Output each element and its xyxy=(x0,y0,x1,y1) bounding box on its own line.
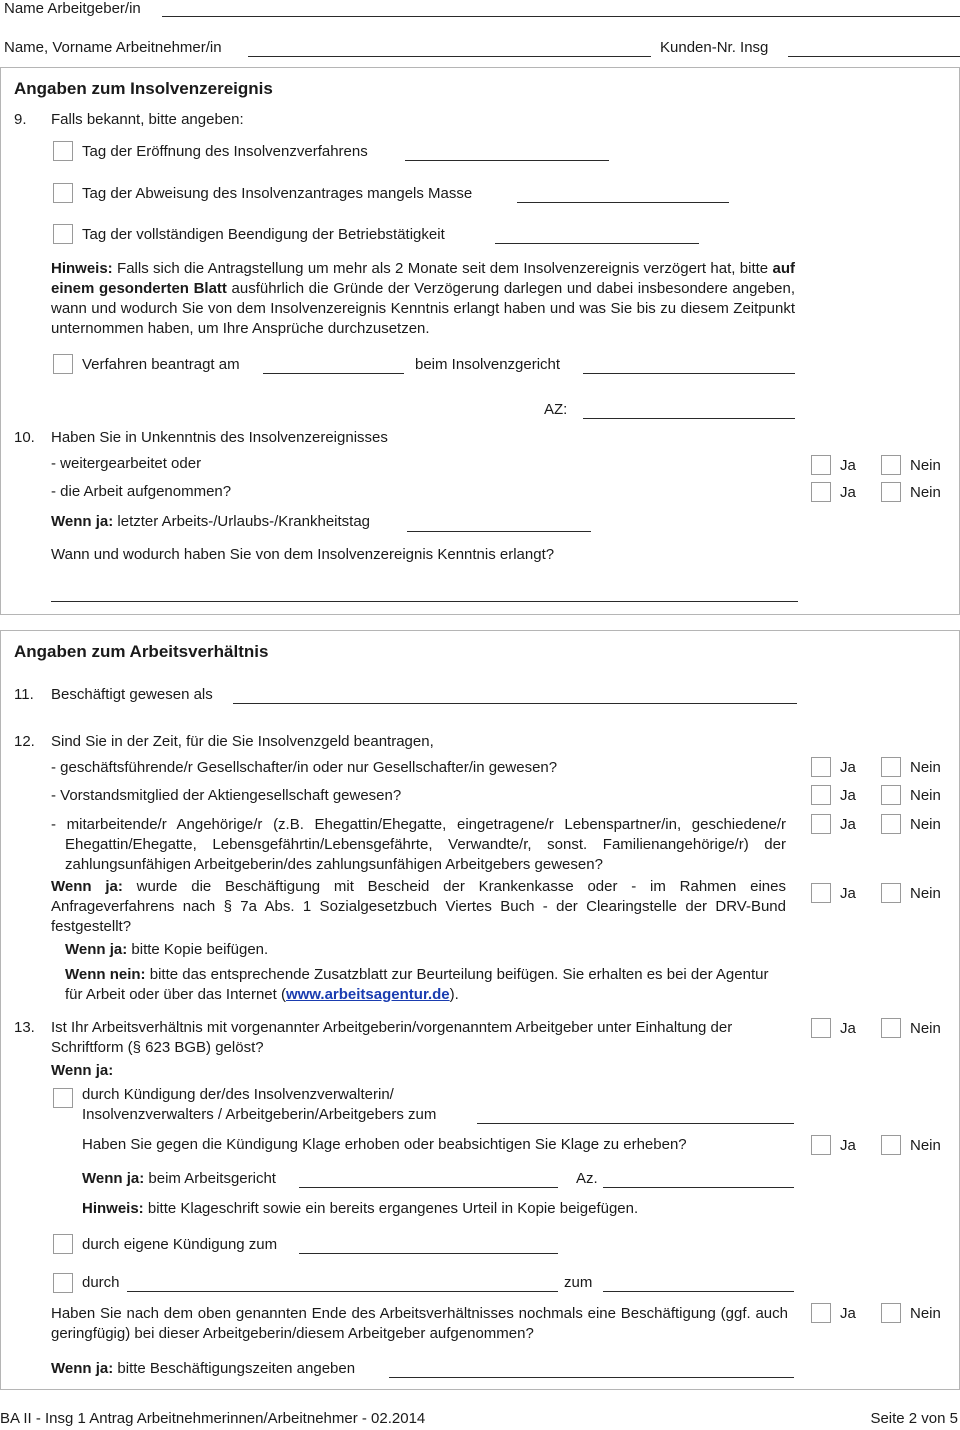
checkbox-own-termination[interactable] xyxy=(53,1234,73,1254)
yes-label: Ja xyxy=(840,1020,856,1037)
checkbox-procedure-applied[interactable] xyxy=(53,354,73,374)
yes-label: Ja xyxy=(840,885,856,902)
yes-label: Ja xyxy=(840,816,856,833)
checkbox-no[interactable] xyxy=(881,1135,901,1155)
yes-no-termination xyxy=(811,1018,951,1040)
employer-label: Name Arbeitgeber/in xyxy=(4,0,141,17)
q10-item-continued: - weitergearbeitet oder xyxy=(51,455,202,472)
hint-delay: Hinweis: Falls sich die Antragstellung um mehr als 2 Monate seit dem Insolvenzereignis verzögert hat, bitte auf einem gesonderten Blatt ausführlich die Gründe der Verzögerung darlegen und dabei insbesondere angeben, wann und wodurch Sie von dem Insolvenzereignis Kenntnis erlangt haben und was Sie bis zu diesem Zeitpunkt unternommen haben, um Ihre Ansprüche durchzusetzen. xyxy=(51,260,795,337)
checkbox-no[interactable] xyxy=(881,757,901,777)
customer-no-label: Kunden-Nr. Insg xyxy=(660,39,769,56)
labor-court-label: Wenn ja: beim Arbeitsgericht xyxy=(82,1170,276,1187)
no-label: Nein xyxy=(910,1020,941,1037)
checkbox-yes[interactable] xyxy=(811,1303,831,1323)
yes-no-shareholder xyxy=(811,757,951,779)
checkbox-no[interactable] xyxy=(881,883,901,903)
other-termination-label: durch xyxy=(82,1274,120,1291)
checkbox-no[interactable] xyxy=(881,814,901,834)
section-title-employment: Angaben zum Arbeitsverhältnis xyxy=(14,642,269,661)
option-rejection-date: Tag der Abweisung des Insolvenzantrages mangels Masse xyxy=(82,185,473,202)
employment-periods-label: Wenn ja: bitte Beschäftigungszeiten angeben xyxy=(51,1360,356,1377)
other-termination-zum: zum xyxy=(564,1274,593,1291)
q10-number: 10. xyxy=(14,429,35,446)
checkbox-other-termination[interactable] xyxy=(53,1273,73,1293)
no-label: Nein xyxy=(910,816,941,833)
checkbox-yes[interactable] xyxy=(811,482,831,502)
last-day-field[interactable] xyxy=(407,531,591,532)
yes-no-board xyxy=(811,785,951,807)
q10-last-day: Wenn ja: letzter Arbeits-/Urlaubs-/Krankheitstag xyxy=(51,513,371,530)
reemployment-question: Haben Sie nach dem oben genannten Ende des Arbeitsverhältnisses nochmals eine Beschäftigung (ggf. auch geringfügig) bei dieser Arbeitgeberin/diesem Arbeitgeber aufgenommen? xyxy=(51,1305,788,1342)
employee-label: Name, Vorname Arbeitnehmer/in xyxy=(4,39,222,56)
q12-no-note: Wenn nein: bitte das entsprechende Zusatzblatt zur Beurteilung beifügen. Sie erhalten es bei der Agentur für Arbeit oder über das Internet (www.arbeitsagentur.de). xyxy=(65,966,769,1003)
q9-text: Falls bekannt, bitte angeben: xyxy=(51,111,244,128)
checkbox-rejection-date[interactable] xyxy=(53,183,73,203)
customer-no-field[interactable] xyxy=(788,56,960,57)
q12-text: Sind Sie in der Zeit, für die Sie Insolvenzgeld beantragen, xyxy=(51,733,434,750)
q11-text: Beschäftigt gewesen als xyxy=(51,686,213,703)
checkbox-no[interactable] xyxy=(881,1018,901,1038)
checkbox-yes[interactable] xyxy=(811,455,831,475)
employed-as-field[interactable] xyxy=(233,703,797,704)
yes-label: Ja xyxy=(840,457,856,474)
footer-page-number: Seite 2 von 5 xyxy=(870,1410,958,1427)
yes-no-clearing xyxy=(811,883,951,905)
procedure-date-field[interactable] xyxy=(263,373,404,374)
checkbox-no[interactable] xyxy=(881,482,901,502)
q9-number: 9. xyxy=(14,111,27,128)
option-cessation-date: Tag der vollständigen Beendigung der Betriebstätigkeit xyxy=(82,226,445,243)
no-label: Nein xyxy=(910,1305,941,1322)
own-termination-label: durch eigene Kündigung zum xyxy=(82,1236,278,1253)
az-field[interactable] xyxy=(583,418,795,419)
lawsuit-question: Haben Sie gegen die Kündigung Klage erhoben oder beabsichtigen Sie Klage zu erheben? xyxy=(82,1136,687,1153)
rejection-date-field[interactable] xyxy=(517,202,729,203)
yes-no-reemployment xyxy=(811,1303,951,1325)
opt1-line1: durch Kündigung der/des Insolvenzverwalterin/ xyxy=(82,1086,394,1103)
q11-number: 11. xyxy=(14,686,34,703)
insolvency-court-field[interactable] xyxy=(583,373,795,374)
checkbox-yes[interactable] xyxy=(811,814,831,834)
q13-number: 13. xyxy=(14,1019,35,1036)
employee-field[interactable] xyxy=(248,56,651,57)
checkbox-yes[interactable] xyxy=(811,757,831,777)
other-termination-field[interactable] xyxy=(127,1291,558,1292)
no-label: Nein xyxy=(910,484,941,501)
section-title-insolvency: Angaben zum Insolvenzereignis xyxy=(14,79,273,98)
q12-item-shareholder: - geschäftsführende/r Gesellschafter/in oder nur Gesellschafter/in gewesen? xyxy=(51,759,558,776)
no-label: Nein xyxy=(910,1137,941,1154)
yes-no-lawsuit xyxy=(811,1135,951,1157)
q10-item-started: - die Arbeit aufgenommen? xyxy=(51,483,232,500)
checkbox-no[interactable] xyxy=(881,1303,901,1323)
employment-periods-field[interactable] xyxy=(389,1377,794,1378)
checkbox-yes[interactable] xyxy=(811,1135,831,1155)
checkbox-cessation-date[interactable] xyxy=(53,224,73,244)
no-label: Nein xyxy=(910,457,941,474)
checkbox-no[interactable] xyxy=(881,785,901,805)
q13-text: Ist Ihr Arbeitsverhältnis mit vorgenannter Arbeitgeberin/vorgenanntem Arbeitgeber unter Einhaltung der Schriftform (§ 623 BGB) gelöst? xyxy=(51,1019,733,1056)
other-termination-date-field[interactable] xyxy=(603,1291,794,1292)
az-label: AZ: xyxy=(544,401,568,418)
yes-label: Ja xyxy=(840,1305,856,1322)
checkbox-opening-date[interactable] xyxy=(53,141,73,161)
labor-court-field[interactable] xyxy=(299,1187,558,1188)
lawsuit-hint: Hinweis: bitte Klageschrift sowie ein bereits ergangenes Urteil in Kopie beigefügen. xyxy=(82,1200,639,1217)
q10-knowledge-question: Wann und wodurch haben Sie von dem Insolvenzereignis Kenntnis erlangt? xyxy=(51,546,555,563)
checkbox-yes[interactable] xyxy=(811,1018,831,1038)
yes-no-started xyxy=(811,482,951,504)
checkbox-yes[interactable] xyxy=(811,883,831,903)
q12-number: 12. xyxy=(14,733,35,750)
yes-label: Ja xyxy=(840,484,856,501)
termination-date-field[interactable] xyxy=(477,1123,794,1124)
q13-if-yes: Wenn ja: xyxy=(51,1062,114,1079)
checkbox-no[interactable] xyxy=(881,455,901,475)
q12-clearing: Wenn ja: wurde die Beschäftigung mit Bescheid der Krankenkasse oder - im Rahmen eines Anfrageverfahrens nach § 7a Abs. 1 Sozialgesetzbuch Viertes Buch - der Clearingstelle der DRV-Bund festgestellt? xyxy=(51,878,786,935)
q12-item-board: - Vorstandsmitglied der Aktiengesellschaft gewesen? xyxy=(51,787,402,804)
q12-copy-note: Wenn ja: bitte Kopie beifügen. xyxy=(65,941,269,958)
own-termination-date-field[interactable] xyxy=(299,1253,558,1254)
opt1-line2: Insolvenzverwalters / Arbeitgeberin/Arbeitgebers zum xyxy=(82,1106,437,1123)
yes-label: Ja xyxy=(840,1137,856,1154)
opening-date-field[interactable] xyxy=(405,160,609,161)
checkbox-termination-administrator[interactable] xyxy=(53,1088,73,1108)
labor-court-az-field[interactable] xyxy=(603,1187,794,1188)
option-opening-date: Tag der Eröffnung des Insolvenzverfahrens xyxy=(82,143,368,160)
q12-item-relative: - mitarbeitende/r Angehörige/r (z.B. Ehegattin/Ehegatte, eingetragene/r Lebenspartner/in, geschiedene/r Ehegattin/Ehegatte, Lebensgefährtin/Lebensgefährte, Verwandte/r, sonst. Familienangehörige/r) der zahlungsunfähigen Arbeitgeberin/des zahlungsunfähigen Arbeitgebers gewesen? xyxy=(51,816,786,873)
no-label: Nein xyxy=(910,885,941,902)
q10-text: Haben Sie in Unkenntnis des Insolvenzereignisses xyxy=(51,429,388,446)
court-label: beim Insolvenzgericht xyxy=(415,356,561,373)
yes-no-continued xyxy=(811,455,951,477)
labor-court-az-label: Az. xyxy=(576,1170,598,1187)
cessation-date-field[interactable] xyxy=(495,243,699,244)
knowledge-field[interactable] xyxy=(51,601,798,602)
yes-label: Ja xyxy=(840,787,856,804)
no-label: Nein xyxy=(910,759,941,776)
no-label: Nein xyxy=(910,787,941,804)
yes-no-relative xyxy=(811,814,951,836)
checkbox-yes[interactable] xyxy=(811,785,831,805)
arbeitsagentur-link[interactable]: www.arbeitsagentur.de xyxy=(285,986,450,1003)
footer-form-id: BA II - Insg 1 Antrag Arbeitnehmerinnen/Arbeitnehmer - 02.2014 xyxy=(0,1410,426,1427)
yes-label: Ja xyxy=(840,759,856,776)
employer-field[interactable] xyxy=(162,16,960,17)
procedure-label: Verfahren beantragt am xyxy=(82,356,240,373)
